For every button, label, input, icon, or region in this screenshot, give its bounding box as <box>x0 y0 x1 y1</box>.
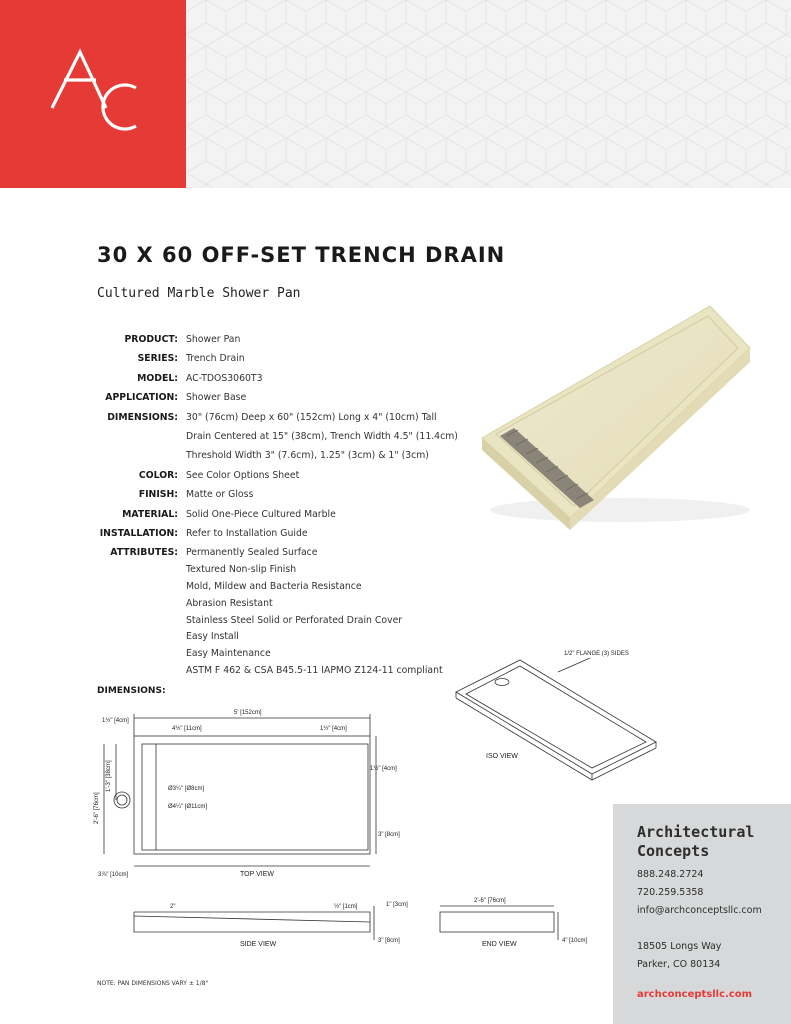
top-length-dim: 5' [152cm] <box>234 710 262 716</box>
spec-value: See Color Options Sheet <box>186 469 300 481</box>
top-view-drawing <box>104 714 376 866</box>
spec-value: 30" (76cm) Deep x 60" (152cm) Long x 4" (10cm) Tall <box>186 411 437 423</box>
spec-label: MODEL: <box>137 372 178 384</box>
iso-flange-note: 1/2" FLANGE (3) SIDES <box>564 651 629 657</box>
iso-view-label: ISO VIEW <box>486 753 518 760</box>
end-width-dim: 2'-6" [76cm] <box>474 898 506 904</box>
spec-value: AC-TDOS3060T3 <box>186 372 263 384</box>
spec-value: Abrasion Resistant <box>186 597 273 609</box>
spec-label: ATTRIBUTES: <box>110 547 178 559</box>
spec-label: APPLICATION: <box>105 392 178 404</box>
top-drain-inner-dim: Ø3¼" [Ø8cm] <box>168 786 205 792</box>
side-view-label: SIDE VIEW <box>240 941 277 948</box>
spec-label: COLOR: <box>138 469 178 481</box>
top-threshold-dim: 3" [8cm] <box>378 832 400 838</box>
side-lip-dim: 1" [3cm] <box>386 902 408 908</box>
spec-value: Easy Install <box>186 631 239 643</box>
end-height-dim: 4" [10cm] <box>562 938 588 944</box>
spec-label: MATERIAL: <box>122 508 178 520</box>
spec-value: Stainless Steel Solid or Perforated Drain Cover <box>186 614 403 626</box>
top-drain-outer-dim: Ø4¼" [Ø11cm] <box>168 804 208 810</box>
header-pattern <box>186 0 791 188</box>
page-title: 30 X 60 OFF-SET TRENCH DRAIN <box>97 243 506 267</box>
spec-value: Textured Non-slip Finish <box>186 564 297 576</box>
side-view-drawing <box>134 906 374 940</box>
side-height-dim: 3" [8cm] <box>378 938 400 944</box>
spec-value: Mold, Mildew and Bacteria Resistance <box>186 581 362 592</box>
dimensions-note: NOTE: PAN DIMENSIONS VARY ± 1/8" <box>97 980 209 987</box>
brand-logo <box>0 0 186 188</box>
spec-value: Shower Pan <box>186 334 241 345</box>
top-right-flange-dim: 1½" [4cm] <box>370 766 397 772</box>
iso-view-drawing <box>456 658 656 780</box>
spec-value: ASTM F 462 & CSA B45.5-11 IAPMO Z124-11 compliant <box>186 665 443 676</box>
dimensions-heading: DIMENSIONS: <box>97 686 166 696</box>
top-flange-right-dim: 1½" [4cm] <box>320 726 347 732</box>
page-subtitle: Cultured Marble Shower Pan <box>97 286 301 301</box>
technical-drawings <box>90 640 690 970</box>
end-view-drawing <box>440 906 558 940</box>
side-slope-dim: 2" <box>170 904 176 910</box>
top-drain-offset-dim: 1'-3" [38cm] <box>106 760 112 792</box>
spec-value: Drain Centered at 15" (38cm), Trench Width 4.5" (11.4cm) <box>186 431 458 442</box>
side-half-dim: ½" [1cm] <box>334 904 358 910</box>
address-line1: 18505 Longs Way <box>637 941 722 952</box>
company-name-line1: Architectural <box>637 823 755 841</box>
spec-label: INSTALLATION: <box>99 528 178 539</box>
ac-logo-icon <box>0 0 186 188</box>
top-view-label: TOP VIEW <box>240 871 274 878</box>
phone-primary[interactable]: 888.248.2724 <box>637 869 704 880</box>
top-height-dim: 3⅞" [10cm] <box>98 872 129 878</box>
spec-label: FINISH: <box>138 489 178 501</box>
spec-value: Refer to Installation Guide <box>186 528 308 539</box>
spec-value: Trench Drain <box>186 353 245 365</box>
spec-label: PRODUCT: <box>124 334 178 345</box>
company-name <box>637 823 754 861</box>
company-name-line2: Concepts <box>637 842 710 860</box>
email-link[interactable]: info@archconceptsllc.com <box>637 905 762 916</box>
top-trench-dim: 4½" [11cm] <box>172 726 202 732</box>
website-link[interactable]: archconceptsllc.com <box>637 989 753 1000</box>
product-render <box>470 300 760 540</box>
spec-label: DIMENSIONS: <box>107 411 178 423</box>
spec-value: Easy Maintenance <box>186 648 271 660</box>
spec-label: SERIES: <box>137 353 178 365</box>
spec-value: Threshold Width 3" (7.6cm), 1.25" (3cm) & 1" (3cm) <box>186 450 429 462</box>
spec-value: Shower Base <box>186 392 247 404</box>
address-line2: Parker, CO 80134 <box>637 959 721 970</box>
spec-list <box>0 334 460 684</box>
end-view-label: END VIEW <box>482 941 517 948</box>
spec-value: Solid One-Piece Cultured Marble <box>186 508 336 520</box>
top-depth-dim: 2'-6" [76cm] <box>94 792 100 824</box>
top-flange-left-dim: 1½" [4cm] <box>102 718 129 724</box>
phone-secondary[interactable]: 720.259.5358 <box>637 887 704 898</box>
spec-value: Permanently Sealed Surface <box>186 547 318 559</box>
spec-value: Matte or Gloss <box>186 489 254 501</box>
